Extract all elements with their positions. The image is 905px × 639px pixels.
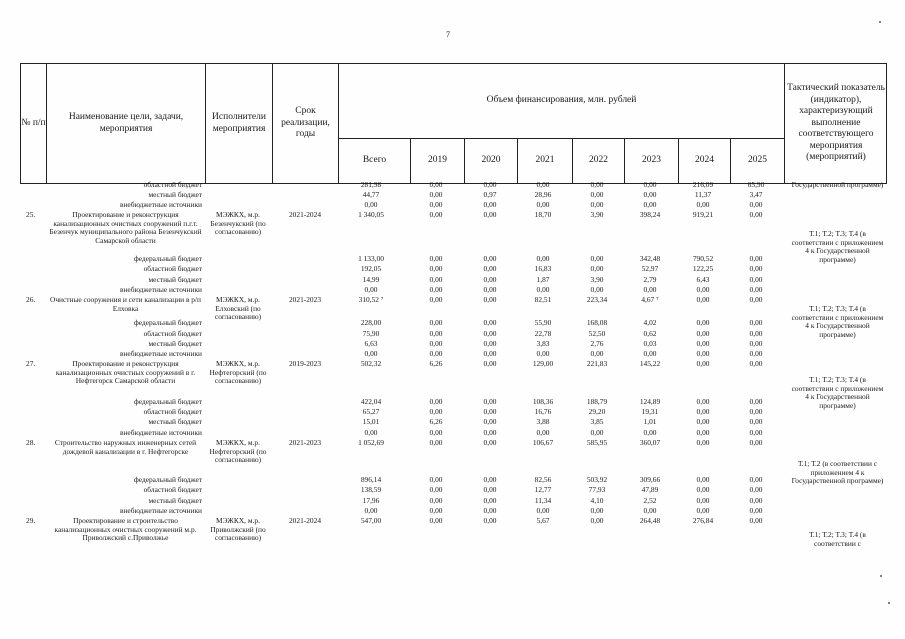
amount-cell: 0,00 [590, 516, 604, 525]
amount-cell: 0,00 [590, 506, 604, 515]
amount-cell: 47,89 [641, 485, 659, 494]
amount-cell: 0,00 [749, 428, 763, 437]
funding-source-label: местный бюджет [148, 275, 202, 284]
amount-cell: 6,26 [429, 359, 443, 368]
item-number: 28. [26, 438, 36, 447]
amount-cell: 919,21 [692, 210, 714, 219]
amount-cell: 0,00 [483, 438, 497, 447]
amount-cell: 19,31 [641, 407, 659, 416]
amount-cell: 0,00 [749, 359, 763, 368]
amount-cell: 0,00 [364, 349, 378, 358]
amount-cell: 106,67 [532, 438, 554, 447]
header-col-2020: 2020 [481, 155, 501, 166]
amount-cell: 4,10 [590, 496, 604, 505]
item-term: 2021-2023 [288, 438, 322, 447]
amount-cell: 0,00 [483, 210, 497, 219]
item-number: 25. [26, 210, 36, 219]
header-col-2019: 2019 [428, 155, 447, 166]
amount-cell: 0,00 [696, 295, 710, 304]
amount-cell: 0,00 [643, 190, 657, 199]
amount-cell: 0,00 [749, 264, 763, 273]
item-executor: МЭЖКХ, м.р. Нефтегорский (по согласованию) [209, 359, 267, 385]
amount-cell: 0,00 [749, 417, 763, 426]
amount-cell: 310,52 ⁷ [358, 295, 384, 304]
amount-cell: 0,00 [429, 318, 443, 327]
amount-cell: 129,00 [532, 359, 554, 368]
amount-cell: 216,09 [692, 180, 714, 189]
amount-cell: 0,00 [429, 506, 443, 515]
indicator-text: Государственной программе) [791, 180, 884, 189]
amount-cell: 0,00 [643, 349, 657, 358]
amount-cell: 11,34 [534, 496, 552, 505]
scan-speck [888, 602, 890, 604]
header-col-2022: 2022 [589, 155, 608, 166]
amount-cell: 0,00 [483, 417, 497, 426]
amount-cell: 0,00 [749, 210, 763, 219]
amount-cell: 124,89 [639, 397, 661, 406]
amount-cell: 4,67 ⁷ [641, 295, 659, 304]
amount-cell: 0,00 [483, 475, 497, 484]
amount-cell: 0,00 [429, 190, 443, 199]
amount-cell: 0,00 [364, 506, 378, 515]
amount-cell: 0,97 [483, 190, 497, 199]
amount-cell: 3,85 [590, 417, 604, 426]
funding-source-label: областной бюджет [143, 485, 202, 494]
amount-cell: 281,98 [360, 180, 382, 189]
amount-cell: 0,00 [590, 190, 604, 199]
amount-cell: 0,00 [536, 506, 550, 515]
amount-cell: 0,00 [483, 397, 497, 406]
amount-cell: 0,00 [429, 180, 443, 189]
amount-cell: 6,26 [429, 417, 443, 426]
item-name: Очистные сооружения и сети канализации в р/п Елховка [49, 295, 202, 313]
amount-cell: 0,00 [536, 180, 550, 189]
amount-cell: 896,14 [360, 475, 382, 484]
item-executor: МЭЖКХ, м.р. Приволжский (по согласованию) [210, 516, 266, 542]
funding-source-label: местный бюджет [148, 190, 202, 199]
amount-cell: 0,00 [429, 475, 443, 484]
amount-cell: 122,25 [692, 264, 714, 273]
amount-cell: 22,78 [534, 329, 552, 338]
amount-cell: 790,52 [692, 254, 714, 263]
item-term: 2021-2023 [288, 295, 322, 304]
amount-cell: 0,00 [483, 516, 497, 525]
amount-cell: 0,00 [696, 318, 710, 327]
amount-cell: 82,51 [534, 295, 552, 304]
header-indicator: Тактический показатель (индикатор), характеризующий выполнение соответствующего мероприятия (мероприятий) [787, 83, 885, 163]
amount-cell: 0,00 [696, 200, 710, 209]
amount-cell: 82,56 [534, 475, 552, 484]
amount-cell: 65,90 [747, 180, 765, 189]
amount-cell: 14,99 [362, 275, 380, 284]
amount-cell: 0,00 [643, 285, 657, 294]
amount-cell: 0,00 [696, 506, 710, 515]
amount-cell: 3,47 [749, 190, 763, 199]
header-col-2021: 2021 [535, 155, 555, 166]
funding-source-label: областной бюджет [143, 180, 202, 189]
amount-cell: 17,96 [362, 496, 380, 505]
funding-source-label: внебюджетные источники [119, 506, 202, 515]
header-col-total: Всего [362, 155, 387, 166]
amount-cell: 6,43 [696, 275, 710, 284]
funding-source-label: внебюджетные источники [119, 349, 202, 358]
amount-cell: 0,00 [590, 349, 604, 358]
item-executor: МЭЖКХ, м.р. Елховский (по согласованию) [214, 295, 262, 321]
amount-cell: 138,59 [360, 485, 382, 494]
amount-cell: 29,20 [588, 407, 606, 416]
amount-cell: 28,96 [534, 190, 552, 199]
amount-cell: 77,93 [588, 485, 606, 494]
item-name: Проектирование и строительство канализационных очистных сооружений м.р. Приволжский с.Приволжье [54, 516, 197, 542]
amount-cell: 3,83 [536, 339, 550, 348]
amount-cell: 0,00 [590, 254, 604, 263]
amount-cell: 0,00 [749, 438, 763, 447]
amount-cell: 0,00 [483, 339, 497, 348]
item-term: 2021-2024 [288, 210, 322, 219]
item-name: Проектирование и реконструкция канализационных очистных сооружений п.г.т. Безенчук муниципального района Безенчукский Самарской области [49, 210, 202, 245]
header-name: Наименование цели, задачи, мероприятия [68, 112, 184, 134]
amount-cell: 16,76 [534, 407, 552, 416]
funding-source-label: внебюджетные источники [119, 200, 202, 209]
indicator-text: Т.1; Т.2; Т.3; Т.4 (в соответствии с приложением 4 к Государственной программе) [791, 375, 884, 410]
amount-cell: 0,00 [429, 438, 443, 447]
amount-cell: 4,02 [643, 318, 657, 327]
amount-cell: 0,00 [643, 428, 657, 437]
amount-cell: 309,66 [639, 475, 661, 484]
amount-cell: 547,00 [360, 516, 382, 525]
amount-cell: 0,00 [429, 254, 443, 263]
amount-cell: 0,00 [696, 339, 710, 348]
amount-cell: 6,63 [364, 339, 378, 348]
amount-cell: 0,00 [429, 428, 443, 437]
amount-cell: 0,00 [429, 485, 443, 494]
amount-cell: 168,08 [586, 318, 608, 327]
amount-cell: 52,50 [588, 329, 606, 338]
amount-cell: 0,00 [749, 349, 763, 358]
funding-source-label: местный бюджет [148, 339, 202, 348]
amount-cell: 0,00 [749, 397, 763, 406]
amount-cell: 228,00 [360, 318, 382, 327]
scan-speck [880, 575, 882, 577]
amount-cell: 0,00 [429, 264, 443, 273]
amount-cell: 0,00 [590, 285, 604, 294]
amount-cell: 18,70 [534, 210, 552, 219]
amount-cell: 0,00 [536, 428, 550, 437]
amount-cell: 0,00 [429, 275, 443, 284]
amount-cell: 16,83 [534, 264, 552, 273]
item-executor: МЭЖКХ, м.р. Безенчукский (по согласованию) [210, 210, 266, 236]
amount-cell: 0,00 [429, 496, 443, 505]
funding-source-label: внебюджетные источники [119, 428, 202, 437]
amount-cell: 52,97 [641, 264, 659, 273]
amount-cell: 0,00 [483, 496, 497, 505]
amount-cell: 192,05 [360, 264, 382, 273]
amount-cell: 145,22 [639, 359, 661, 368]
amount-cell: 0,00 [364, 428, 378, 437]
amount-cell: 0,00 [483, 275, 497, 284]
amount-cell: 398,24 [639, 210, 661, 219]
amount-cell: 0,00 [483, 264, 497, 273]
amount-cell: 0,00 [696, 496, 710, 505]
amount-cell: 0,00 [696, 349, 710, 358]
amount-cell: 75,90 [362, 329, 380, 338]
amount-cell: 0,00 [429, 329, 443, 338]
amount-cell: 0,00 [696, 438, 710, 447]
amount-cell: 422,04 [360, 397, 382, 406]
amount-cell: 0,00 [483, 180, 497, 189]
item-number: 26. [26, 295, 36, 304]
amount-cell: 360,07 [639, 438, 661, 447]
amount-cell: 0,00 [429, 339, 443, 348]
amount-cell: 221,83 [586, 359, 608, 368]
amount-cell: 0,00 [483, 285, 497, 294]
amount-cell: 0,00 [696, 285, 710, 294]
amount-cell: 0,00 [749, 407, 763, 416]
amount-cell: 0,00 [590, 200, 604, 209]
item-executor: МЭЖКХ, м.р. Нефтегорский (по согласованию) [209, 438, 267, 464]
header-executor: Исполнители мероприятия [212, 112, 266, 134]
amount-cell: 0,00 [696, 475, 710, 484]
amount-cell: 2,76 [590, 339, 604, 348]
amount-cell: 0,00 [696, 407, 710, 416]
amount-cell: 0,00 [483, 200, 497, 209]
amount-cell: 2,79 [643, 275, 657, 284]
amount-cell: 0,00 [696, 428, 710, 437]
item-number: 27. [26, 359, 36, 368]
amount-cell: 0,00 [590, 428, 604, 437]
amount-cell: 0,00 [749, 295, 763, 304]
amount-cell: 0,00 [536, 349, 550, 358]
header-funding: Объем финансирования, млн. рублей [486, 95, 637, 106]
amount-cell: 0,62 [643, 329, 657, 338]
amount-cell: 0,00 [483, 349, 497, 358]
amount-cell: 0,00 [749, 506, 763, 515]
amount-cell: 0,00 [643, 200, 657, 209]
header-num: № п/п [21, 117, 46, 128]
amount-cell: 2,52 [643, 496, 657, 505]
amount-cell: 0,00 [429, 295, 443, 304]
funding-source-label: местный бюджет [148, 417, 202, 426]
amount-cell: 0,00 [749, 318, 763, 327]
amount-cell: 223,34 [586, 295, 608, 304]
amount-cell: 0,00 [536, 200, 550, 209]
amount-cell: 0,00 [536, 254, 550, 263]
amount-cell: 0,00 [483, 506, 497, 515]
item-number: 29. [26, 516, 36, 525]
funding-source-label: областной бюджет [143, 329, 202, 338]
amount-cell: 0,00 [749, 475, 763, 484]
item-term: 2019-2023 [288, 359, 322, 368]
amount-cell: 0,00 [364, 200, 378, 209]
amount-cell: 11,37 [694, 190, 712, 199]
amount-cell: 55,90 [534, 318, 552, 327]
amount-cell: 0,00 [429, 285, 443, 294]
amount-cell: 15,01 [362, 417, 380, 426]
funding-source-label: областной бюджет [143, 407, 202, 416]
header-col-2025: 2025 [748, 155, 767, 166]
amount-cell: 585,95 [586, 438, 608, 447]
amount-cell: 0,00 [483, 254, 497, 263]
amount-cell: 0,00 [696, 397, 710, 406]
amount-cell: 0,00 [643, 180, 657, 189]
indicator-text: Т.1; Т.2; Т.3; Т.4 (в соответствии с приложением 4 к Государственной программе) [791, 304, 884, 339]
amount-cell: 0,00 [590, 264, 604, 273]
amount-cell: 0,00 [696, 417, 710, 426]
amount-cell: 0,00 [429, 407, 443, 416]
funding-source-label: федеральный бюджет [133, 475, 202, 484]
header-col-2024: 2024 [695, 155, 714, 166]
amount-cell: 1 133,00 [358, 254, 384, 263]
amount-cell: 502,32 [360, 359, 382, 368]
amount-cell: 503,92 [586, 475, 608, 484]
header-term: Срок реализации, годы [281, 106, 330, 140]
amount-cell: 0,00 [749, 285, 763, 294]
amount-cell: 342,48 [639, 254, 661, 263]
amount-cell: 0,00 [483, 329, 497, 338]
item-term: 2021-2024 [288, 516, 322, 525]
amount-cell: 0,00 [483, 359, 497, 368]
funding-source-label: федеральный бюджет [133, 254, 202, 263]
amount-cell: 0,00 [429, 210, 443, 219]
amount-cell: 0,00 [696, 485, 710, 494]
amount-cell: 0,00 [483, 428, 497, 437]
indicator-text: Т.1; Т.2 (в соответствии с приложением 4 к Государственной программе) [791, 459, 884, 485]
item-name: Строительство наружных инженерных сетей дождевой канализации в г. Нефтегорске [54, 438, 197, 456]
amount-cell: 0,00 [749, 485, 763, 494]
amount-cell: 5,67 [536, 516, 550, 525]
amount-cell: 0,03 [643, 339, 657, 348]
page-number: 7 [446, 30, 450, 39]
amount-cell: 0,00 [483, 485, 497, 494]
amount-cell: 0,00 [749, 200, 763, 209]
amount-cell: 12,77 [534, 485, 552, 494]
scan-speck [879, 21, 881, 23]
amount-cell: 1,87 [536, 275, 550, 284]
funding-source-label: местный бюджет [148, 496, 202, 505]
amount-cell: 0,00 [536, 285, 550, 294]
indicator-text: Т.1; Т.2; Т.3; Т.4 (в соответствии с приложением 4 к Государственной программе) [791, 229, 884, 264]
header-col-2023: 2023 [642, 155, 661, 166]
amount-cell: 3,90 [590, 275, 604, 284]
amount-cell: 0,00 [696, 329, 710, 338]
funding-source-label: областной бюджет [143, 264, 202, 273]
amount-cell: 0,00 [749, 496, 763, 505]
amount-cell: 0,00 [749, 339, 763, 348]
amount-cell: 1,01 [643, 417, 657, 426]
amount-cell: 0,00 [364, 285, 378, 294]
amount-cell: 0,00 [429, 397, 443, 406]
amount-cell: 44,77 [362, 190, 380, 199]
amount-cell: 0,00 [429, 516, 443, 525]
amount-cell: 264,48 [639, 516, 661, 525]
amount-cell: 0,00 [643, 506, 657, 515]
amount-cell: 0,00 [696, 359, 710, 368]
amount-cell: 0,00 [749, 275, 763, 284]
amount-cell: 65,27 [362, 407, 380, 416]
funding-source-label: федеральный бюджет [133, 318, 202, 327]
amount-cell: 0,00 [749, 516, 763, 525]
amount-cell: 276,84 [692, 516, 714, 525]
amount-cell: 1 340,05 [358, 210, 384, 219]
amount-cell: 1 052,69 [358, 438, 384, 447]
amount-cell: 0,00 [483, 295, 497, 304]
item-name: Проектирование и реконструкция канализационных очистных сооружений в г. Нефтегорск Самарской области [55, 359, 196, 385]
amount-cell: 188,79 [586, 397, 608, 406]
amount-cell: 0,00 [749, 254, 763, 263]
amount-cell: 0,00 [590, 180, 604, 189]
amount-cell: 108,36 [532, 397, 554, 406]
amount-cell: 0,00 [749, 329, 763, 338]
amount-cell: 3,90 [590, 210, 604, 219]
funding-source-label: федеральный бюджет [133, 397, 202, 406]
amount-cell: 0,00 [483, 318, 497, 327]
amount-cell: 0,00 [483, 407, 497, 416]
funding-source-label: внебюджетные источники [119, 285, 202, 294]
amount-cell: 3,88 [536, 417, 550, 426]
amount-cell: 0,00 [429, 349, 443, 358]
amount-cell: 0,00 [429, 200, 443, 209]
indicator-text: Т.1; Т.2; Т.3; Т.4 (в соответствии с [809, 530, 866, 548]
